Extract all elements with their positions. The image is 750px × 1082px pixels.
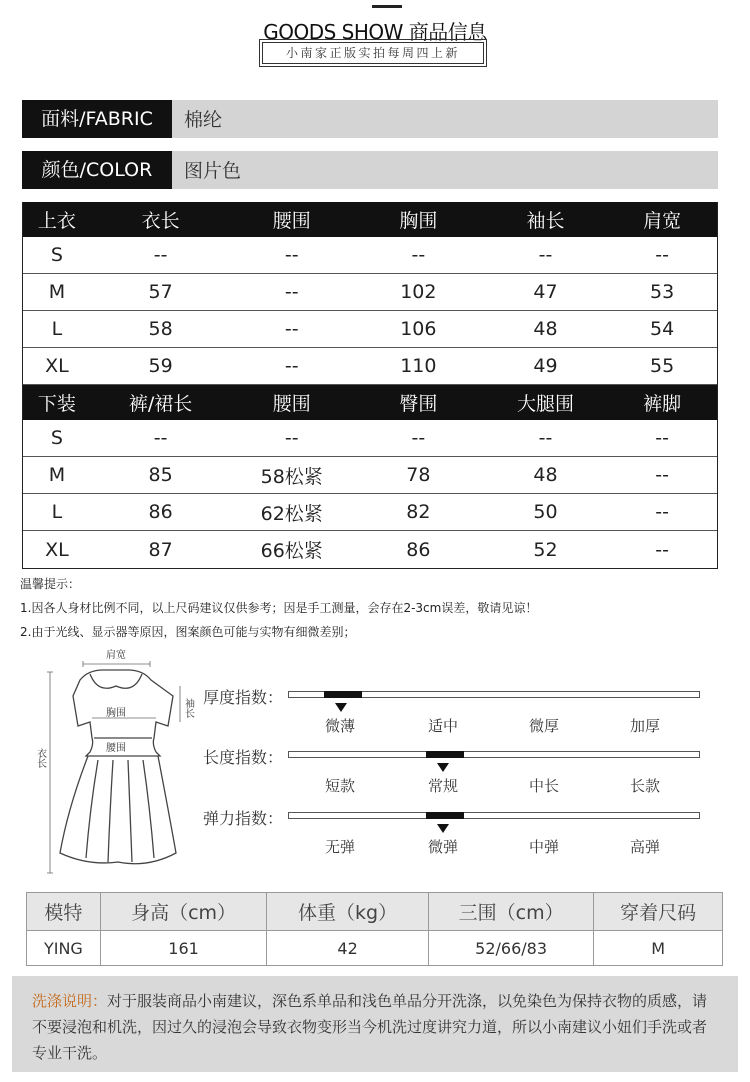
table-cell: --: [655, 244, 669, 266]
table-cell: 48: [533, 464, 558, 486]
color-label: 颜色/COLOR: [22, 151, 172, 189]
model-cell: M: [651, 938, 666, 958]
table-cell: --: [153, 244, 168, 266]
model-header-cell: 身高（cm）: [101, 893, 268, 930]
table-cell: 106: [400, 318, 437, 340]
table-cell: 86: [148, 501, 173, 523]
notes-title: 温馨提示：: [20, 577, 81, 591]
header-cell: 腰围: [272, 393, 311, 415]
length-option: 短款: [325, 777, 356, 795]
page-title: GOODS SHOW 商品信息: [263, 20, 487, 44]
table-cell: --: [284, 318, 299, 340]
thickness-track: [288, 691, 700, 698]
model-cell: YING: [27, 931, 101, 965]
table-cell: 87: [148, 538, 173, 561]
fabric-row: [22, 100, 718, 138]
table-cell: 54: [650, 318, 675, 340]
table-cell: 62松紧: [260, 502, 323, 525]
table-cell: S: [50, 427, 63, 449]
length-option: 常规: [428, 777, 459, 795]
table-row: [23, 237, 717, 274]
header-cell: 大腿围: [516, 393, 574, 415]
thickness-option: 加厚: [630, 717, 661, 735]
header-cell: 下装: [37, 393, 76, 415]
length-track: [288, 751, 700, 758]
header-cell: 腰围: [272, 210, 311, 232]
elasticity-label: 弹力指数：: [203, 809, 284, 828]
color-value: 图片色: [184, 160, 242, 182]
header-cell: 肩宽: [643, 210, 682, 232]
table-cell: --: [284, 244, 299, 266]
length-option: 中长: [529, 777, 560, 795]
bottom-header-row: [23, 385, 717, 420]
table-row: [23, 420, 717, 457]
shoulder-label: 肩宽: [106, 650, 126, 661]
model-header-cell: 模特: [27, 893, 101, 930]
table-cell: 49: [533, 355, 558, 377]
table-cell: 50: [533, 501, 558, 523]
table-cell: 102: [400, 281, 437, 303]
notes-line-1: 1.因各人身材比例不同，以上尺码建议仅供参考；因是手工测量，会存在2-3cm误差，敬请见谅！: [20, 601, 538, 615]
table-row: [23, 494, 717, 531]
notes-line-2: 2.由于光线、显示器等原因，图案颜色可能与实物有细微差别；: [20, 625, 356, 639]
header-cell: 裤脚: [643, 393, 682, 415]
table-cell: 48: [533, 318, 558, 340]
page-subtitle: 小南家正版实拍每周四上新: [262, 42, 484, 64]
elasticity-option: 无弹: [325, 838, 356, 856]
table-row: [23, 311, 717, 348]
model-cell: 42: [267, 931, 429, 965]
elasticity-pointer-icon: [437, 824, 449, 833]
header-cell: 裤/裙长: [128, 393, 193, 415]
model-header-cell: 三围（cm）: [429, 893, 595, 930]
table-row: [23, 274, 717, 311]
header-cell: 袖长: [526, 210, 565, 232]
color-row: [22, 151, 718, 189]
dress-diagram-icon: [28, 648, 198, 883]
length-marker: [426, 751, 464, 758]
wash-notice: [12, 976, 738, 1072]
table-cell: M: [48, 464, 66, 486]
model-header-cell: 体重（kg）: [267, 893, 429, 930]
table-cell: --: [655, 427, 669, 449]
header-cell: 臀围: [399, 393, 438, 415]
length-option: 长款: [630, 777, 661, 795]
table-row: [23, 348, 717, 385]
sleeve-label: 袖长: [182, 698, 194, 718]
wash-text: 对于服装商品小南建议，深色系单品和浅色单品分开洗涤，以免染色为保持衣物的质感，请不要浸泡和机洗，因过久的浸泡会导致衣物变形当今机洗过度讲究力道，所以小南建议小妞们手洗或者专业干洗。: [32, 992, 708, 1062]
table-cell: 82: [406, 501, 431, 523]
table-cell: --: [538, 244, 553, 266]
table-cell: --: [411, 427, 426, 449]
table-row: [23, 531, 717, 568]
model-header-row: [27, 893, 722, 931]
model-cell: 52/66/83: [429, 931, 595, 965]
elasticity-option: 高弹: [630, 838, 661, 856]
size-table: [22, 202, 718, 569]
wash-label: 洗涤说明：: [32, 992, 108, 1010]
table-cell: 110: [400, 355, 437, 377]
table-cell: 53: [650, 281, 675, 303]
header-cell: 上衣: [37, 210, 76, 232]
elasticity-option: 中弹: [529, 838, 560, 856]
header-cell: 衣长: [141, 210, 180, 232]
table-cell: 59: [148, 355, 173, 377]
thickness-option: 微薄: [325, 717, 356, 735]
table-cell: 66松紧: [260, 540, 323, 562]
elasticity-marker: [426, 812, 464, 819]
table-cell: L: [51, 318, 63, 340]
table-cell: --: [284, 427, 299, 449]
table-cell: L: [51, 501, 63, 523]
notes: [20, 572, 537, 644]
table-cell: 86: [406, 538, 431, 561]
header-bar: [372, 5, 402, 8]
table-cell: --: [411, 244, 426, 266]
fabric-value: 棉纶: [184, 109, 223, 131]
model-row: [27, 931, 722, 965]
table-row: [23, 457, 717, 494]
waist-label: 腰围: [106, 743, 126, 754]
elasticity-track: [288, 812, 700, 819]
table-cell: 47: [533, 281, 558, 303]
thickness-option: 适中: [428, 717, 459, 735]
table-cell: S: [50, 244, 63, 266]
table-cell: --: [655, 464, 669, 486]
top-header-row: [23, 202, 717, 237]
table-cell: 57: [148, 281, 173, 303]
model-header-cell: 穿着尺码: [620, 902, 697, 924]
length-index-label: 长度指数：: [203, 748, 284, 767]
thickness-label: 厚度指数：: [203, 688, 284, 707]
table-cell: 85: [148, 464, 173, 486]
table-cell: 58松紧: [260, 465, 323, 488]
model-cell: 161: [101, 931, 268, 965]
fabric-label: 面料/FABRIC: [22, 100, 172, 138]
thickness-pointer-icon: [335, 703, 347, 712]
thickness-option: 微厚: [529, 717, 560, 735]
chest-label: 胸围: [106, 708, 126, 719]
table-cell: 55: [650, 355, 675, 377]
table-cell: --: [153, 427, 168, 449]
table-cell: XL: [45, 538, 69, 561]
thickness-marker: [324, 691, 362, 698]
length-label: 衣长: [34, 748, 46, 768]
table-cell: --: [284, 281, 299, 303]
table-cell: --: [538, 427, 553, 449]
header-cell: 胸围: [399, 210, 438, 232]
table-cell: 52: [533, 538, 558, 561]
model-table: [26, 892, 723, 966]
table-cell: 58: [148, 318, 173, 340]
table-cell: --: [655, 501, 669, 523]
elasticity-option: 微弹: [428, 838, 459, 856]
length-pointer-icon: [437, 763, 449, 772]
table-cell: --: [655, 538, 669, 561]
table-cell: XL: [45, 355, 69, 377]
table-cell: --: [284, 355, 299, 377]
table-cell: M: [48, 281, 66, 303]
table-cell: 78: [406, 464, 431, 486]
